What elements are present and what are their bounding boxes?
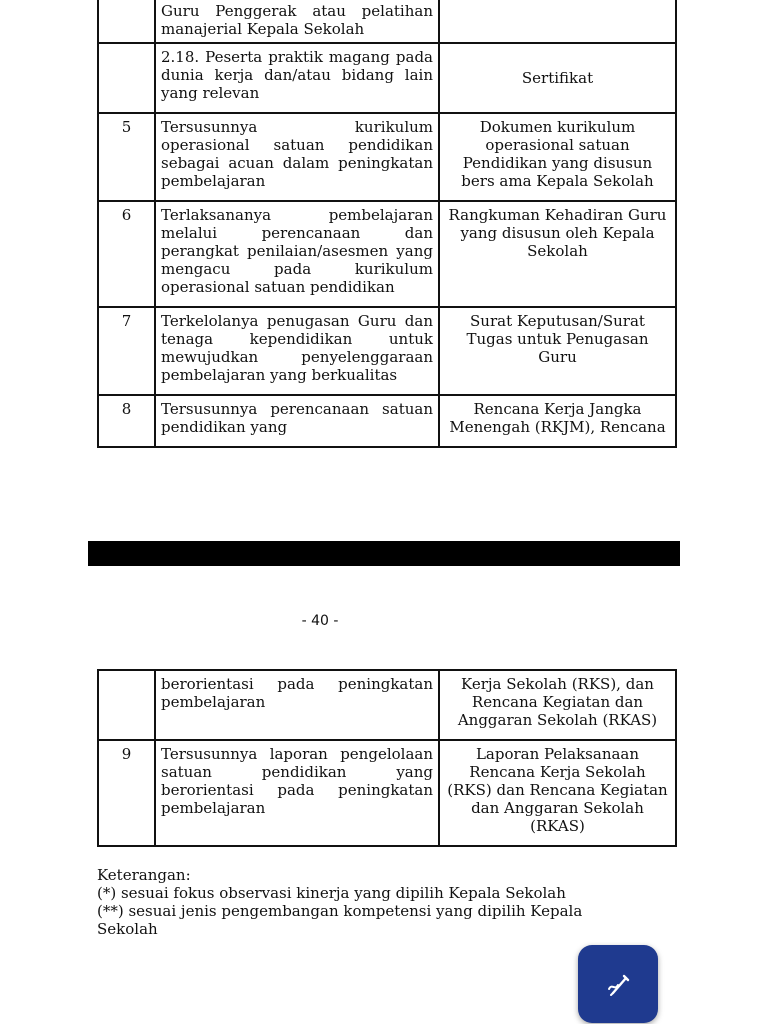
edit-pencil-icon (603, 969, 633, 999)
row-number: 8 (98, 395, 155, 447)
row-number (98, 43, 155, 113)
table-row (98, 670, 676, 740)
table-row (98, 43, 676, 113)
table-row (98, 740, 676, 846)
row-number (98, 670, 155, 740)
row-number: 7 (98, 307, 155, 395)
row-description: Tersusunnya kurikulum operasional satuan pendidikan sebagai acuan dalam peningkatan pembelajaran (155, 113, 439, 201)
page-break-bar (88, 541, 680, 566)
row-description: Tersusunnya perencanaan satuan pendidikan yang (155, 395, 439, 447)
row-description: Terlaksananya pembelajaran melalui perencanaan dan perangkat penilaian/asesmen yang mengacu pada kurikulum operasional satuan pendidikan (155, 201, 439, 307)
notes-title: Keterangan: (97, 866, 191, 884)
row-evidence (439, 0, 676, 43)
table-row (98, 113, 676, 201)
row-description: Terkelolanya penugasan Guru dan tenaga kependidikan untuk mewujudkan penyelenggaraan pembelajaran yang berkualitas (155, 307, 439, 395)
row-number (98, 0, 155, 43)
table-row (98, 307, 676, 395)
row-number: 6 (98, 201, 155, 307)
row-evidence: Rencana Kerja Jangka Menengah (RKJM), Rencana (439, 395, 676, 447)
row-number: 5 (98, 113, 155, 201)
row-description: 2.18. Peserta praktik magang pada dunia kerja dan/atau bidang lain yang relevan (155, 43, 439, 113)
row-description: Guru Penggerak atau pelatihan manajerial Kepala Sekolah (155, 0, 439, 43)
notes-line: (**) sesuai jenis pengembangan kompetensi yang dipilih Kepala Sekolah (97, 902, 583, 938)
document-table-top (97, 0, 677, 448)
row-description: Tersusunnya laporan pengelolaan satuan pendidikan yang berorientasi pada peningkatan pembelajaran (155, 740, 439, 846)
table-row (98, 201, 676, 307)
row-evidence: Dokumen kurikulum operasional satuan Pendidikan yang disusun bers ama Kepala Sekolah (439, 113, 676, 201)
row-evidence: Surat Keputusan/Surat Tugas untuk Penugasan Guru (439, 307, 676, 395)
row-description: berorientasi pada peningkatan pembelajaran (155, 670, 439, 740)
row-evidence: Rangkuman Kehadiran Guru yang disusun oleh Kepala Sekolah (439, 201, 676, 307)
notes-line: (*) sesuai fokus observasi kinerja yang dipilih Kepala Sekolah (97, 884, 566, 902)
row-evidence: Sertifikat (439, 43, 676, 113)
row-number: 9 (98, 740, 155, 846)
document-table-bottom (97, 669, 677, 847)
row-evidence: Laporan Pelaksanaan Rencana Kerja Sekolah (RKS) dan Rencana Kegiatan dan Anggaran Sekolah (RKAS) (439, 740, 676, 846)
page-number: - 40 - (301, 613, 339, 629)
row-evidence: Kerja Sekolah (RKS), dan Rencana Kegiatan dan Anggaran Sekolah (RKAS) (439, 670, 676, 740)
edit-fab-button[interactable] (578, 945, 658, 1023)
table-row (98, 395, 676, 447)
notes-section (97, 866, 637, 938)
table-row (98, 0, 676, 43)
